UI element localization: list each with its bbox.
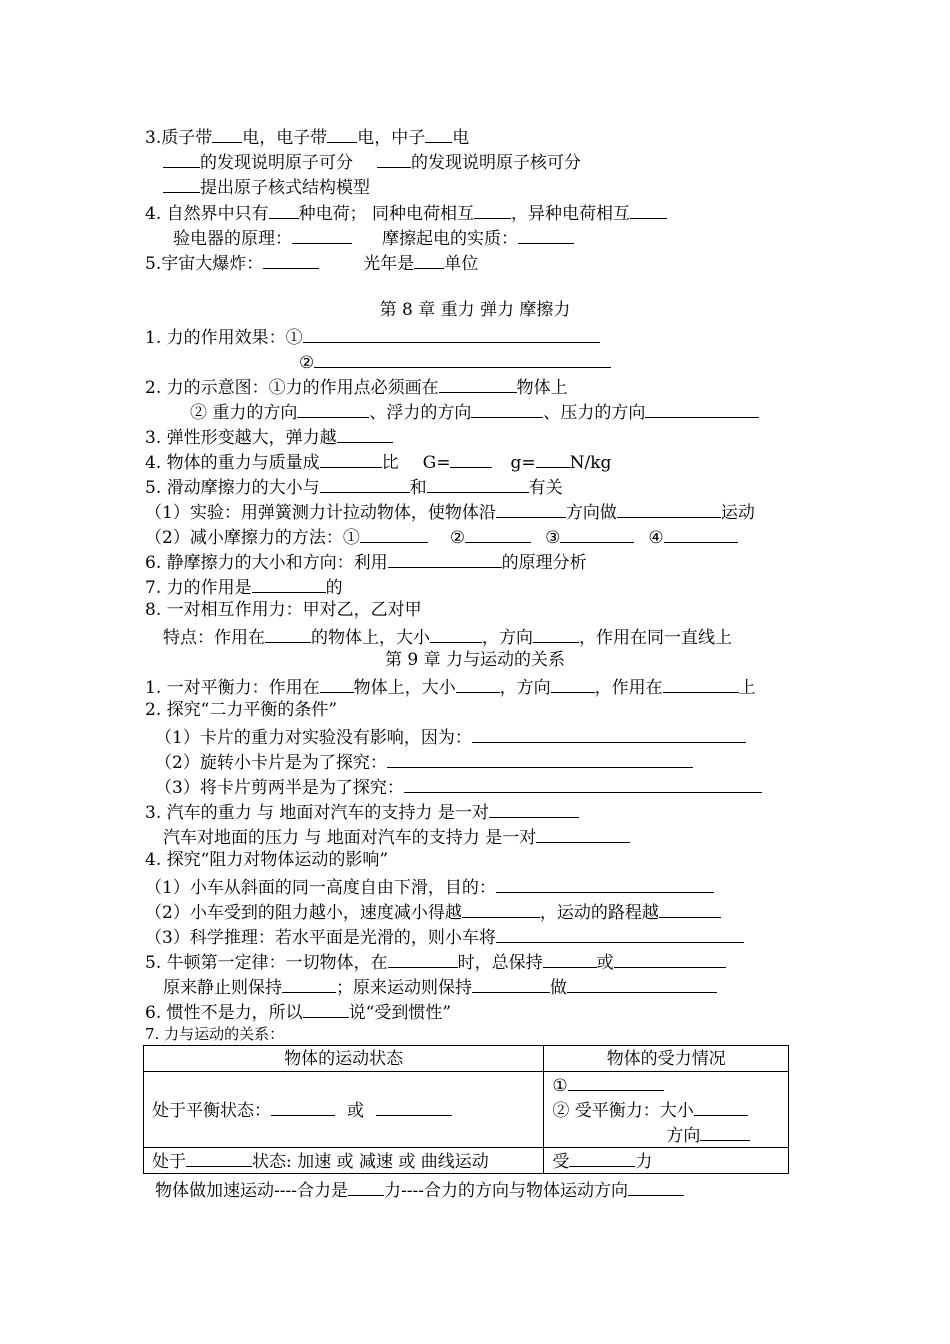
blank[interactable] xyxy=(377,149,411,168)
blank[interactable] xyxy=(414,250,444,269)
ch8-line-6: 6. 静摩擦力的大小和方向：利用 的原理分析 xyxy=(145,549,587,574)
ch8-line-5a: （1）实验：用弹簧测力计拉动物体，使物体沿 方向做 运动 xyxy=(145,499,755,524)
blank[interactable] xyxy=(518,225,574,244)
ch9-line-5b: 原来静止则保持 ；原来运动则保持 做 xyxy=(163,974,717,999)
table-row xyxy=(144,1072,789,1148)
blank[interactable] xyxy=(388,949,458,968)
blank[interactable] xyxy=(263,250,319,269)
ch9-line-1: 1. 一对平衡力：作用在 物体上，大小 ，方向 ，作用在 上 xyxy=(145,674,756,699)
blank[interactable] xyxy=(427,474,529,493)
blank[interactable] xyxy=(471,399,543,418)
blank[interactable] xyxy=(456,674,500,693)
blank[interactable] xyxy=(617,499,721,518)
blank[interactable] xyxy=(314,349,611,368)
blank[interactable] xyxy=(496,924,744,943)
blank[interactable] xyxy=(212,124,242,143)
ch8-line-3: 3. 弹性形变越大，弹力越 xyxy=(145,424,393,449)
ch9-line-6: 6. 惯性不是力，所以 说“受到惯性” xyxy=(145,999,451,1024)
s7-line-3c: 提出原子核式结构模型 xyxy=(163,174,370,199)
blank[interactable] xyxy=(567,974,717,993)
ch8-line-5b: （2）减小摩擦力的方法：① ② ③ ④ xyxy=(145,524,738,549)
blank[interactable] xyxy=(474,200,511,219)
table-row xyxy=(144,1148,789,1174)
ch9-line-4c: （3）科学推理：若水平面是光滑的，则小车将 xyxy=(145,924,744,949)
table-header-force: 物体的受力情况 xyxy=(544,1046,789,1072)
ch9-line-3b: 汽车对地面的压力 与 地面对汽车的支持力 是一对 xyxy=(163,824,630,849)
blank[interactable] xyxy=(700,1122,750,1141)
blank[interactable] xyxy=(376,1097,452,1116)
ch8-line-4: 4. 物体的重力与质量成 比 G= g= N/kg xyxy=(145,449,611,474)
blank[interactable] xyxy=(337,424,393,443)
blank[interactable] xyxy=(404,774,762,793)
s7-line-3b: 的发现说明原子可分 的发现说明原子核可分 xyxy=(163,149,581,174)
blank[interactable] xyxy=(348,1177,384,1196)
s7-line-4: 4. 自然界中只有 种电荷； 同种电荷相互 ，异种电荷相互 xyxy=(145,200,667,225)
blank[interactable] xyxy=(186,1148,252,1167)
blank[interactable] xyxy=(450,449,492,468)
blank[interactable] xyxy=(536,449,570,468)
ch8-line-1: 1. 力的作用效果：① xyxy=(145,324,600,349)
ch9-line-8: 物体做加速运动----合力是 力----合力的方向与物体运动方向 xyxy=(155,1177,684,1202)
ch8-line-8b: 特点：作用在 的物体上，大小 ，方向 ，作用在同一直线上 xyxy=(163,624,732,649)
blank[interactable] xyxy=(472,724,746,743)
blank[interactable] xyxy=(292,225,352,244)
blank[interactable] xyxy=(663,674,739,693)
ch8-line-1b: ② xyxy=(299,349,611,374)
blank[interactable] xyxy=(163,174,200,193)
blank[interactable] xyxy=(569,1148,635,1167)
blank[interactable] xyxy=(388,549,502,568)
s7-line-5: 5.宇宙大爆炸： 光年是 单位 xyxy=(145,250,478,275)
ch8-line-7: 7. 力的作用是 的 xyxy=(145,574,343,599)
s7-line-4b: 验电器的原理： 摩擦起电的实质： xyxy=(173,225,574,250)
blank[interactable] xyxy=(320,674,354,693)
blank[interactable] xyxy=(645,399,759,418)
ch9-line-2a: （1）卡片的重力对实验没有影响，因为： xyxy=(155,724,746,749)
ch9-line-7: 7. 力与运动的关系： xyxy=(145,1025,285,1043)
blank[interactable] xyxy=(659,899,721,918)
blank[interactable] xyxy=(282,974,336,993)
blank[interactable] xyxy=(297,399,369,418)
ch9-line-2: 2. 探究“二力平衡的条件” xyxy=(145,700,338,720)
ch9-line-2c: （3）将卡片剪两半是为了探究： xyxy=(155,774,762,799)
table-cell-nonbalance-force: 受 力 xyxy=(544,1148,789,1174)
ch9-line-3: 3. 汽车的重力 与 地面对汽车的支持力 是一对 xyxy=(145,799,579,824)
blank[interactable] xyxy=(533,624,579,643)
blank[interactable] xyxy=(320,474,410,493)
blank[interactable] xyxy=(425,124,452,143)
blank[interactable] xyxy=(271,1097,335,1116)
ch8-line-2b: ② 重力的方向 、浮力的方向 、压力的方向 xyxy=(190,399,759,424)
chapter-9-title: 第 9 章 力与运动的关系 xyxy=(384,650,566,670)
blank[interactable] xyxy=(303,999,349,1018)
blank[interactable] xyxy=(614,949,726,968)
force-motion-table xyxy=(143,1045,789,1174)
blank[interactable] xyxy=(568,1072,664,1091)
blank[interactable] xyxy=(265,624,311,643)
blank[interactable] xyxy=(465,524,531,543)
ch9-line-4b: （2）小车受到的阻力越小，速度减小得越 ，运动的路程越 xyxy=(145,899,721,924)
table-cell-balance-state: 处于平衡状态： 或 xyxy=(144,1072,544,1148)
ch8-line-5: 5. 滑动摩擦力的大小与 和 有关 xyxy=(145,474,563,499)
blank[interactable] xyxy=(320,449,382,468)
table-cell-nonbalance-state: 处于 状态: 加速 或 减速 或 曲线运动 xyxy=(144,1148,544,1174)
blank[interactable] xyxy=(543,949,597,968)
table-cell-balance-force: ① ② 受平衡力：大小 方向 xyxy=(544,1072,789,1148)
blank[interactable] xyxy=(430,624,482,643)
blank[interactable] xyxy=(360,524,428,543)
blank[interactable] xyxy=(163,149,200,168)
ch9-line-4: 4. 探究“阻力对物体运动的影响” xyxy=(145,850,389,870)
blank[interactable] xyxy=(387,749,693,768)
blank[interactable] xyxy=(694,1097,748,1116)
blank[interactable] xyxy=(664,524,738,543)
table-header-row xyxy=(144,1046,789,1072)
blank[interactable] xyxy=(628,1177,684,1196)
blank[interactable] xyxy=(269,200,299,219)
blank[interactable] xyxy=(536,824,630,843)
blank[interactable] xyxy=(551,674,595,693)
blank[interactable] xyxy=(560,524,634,543)
table-header-state: 物体的运动状态 xyxy=(144,1046,544,1072)
chapter-8-title: 第 8 章 重力 弹力 摩擦力 xyxy=(379,300,571,320)
blank[interactable] xyxy=(252,574,326,593)
blank[interactable] xyxy=(303,324,600,343)
ch9-line-4a: （1）小车从斜面的同一高度自由下滑，目的： xyxy=(145,874,714,899)
blank[interactable] xyxy=(439,374,517,393)
blank[interactable] xyxy=(472,974,550,993)
blank[interactable] xyxy=(327,124,357,143)
blank[interactable] xyxy=(630,200,667,219)
blank[interactable] xyxy=(489,799,579,818)
ch8-line-2: 2. 力的示意图：①力的作用点必须画在 物体上 xyxy=(145,374,568,399)
blank[interactable] xyxy=(496,874,714,893)
blank[interactable] xyxy=(496,499,566,518)
blank[interactable] xyxy=(462,899,540,918)
s7-line-3: 3.质子带 电，电子带 电，中子 电 xyxy=(145,124,469,149)
ch9-line-2b: （2）旋转小卡片是为了探究： xyxy=(155,749,693,774)
ch9-line-5: 5. 牛顿第一定律：一切物体，在 时，总保持 或 xyxy=(145,949,726,974)
ch8-line-8: 8. 一对相互作用力：甲对乙，乙对甲 xyxy=(145,600,422,620)
